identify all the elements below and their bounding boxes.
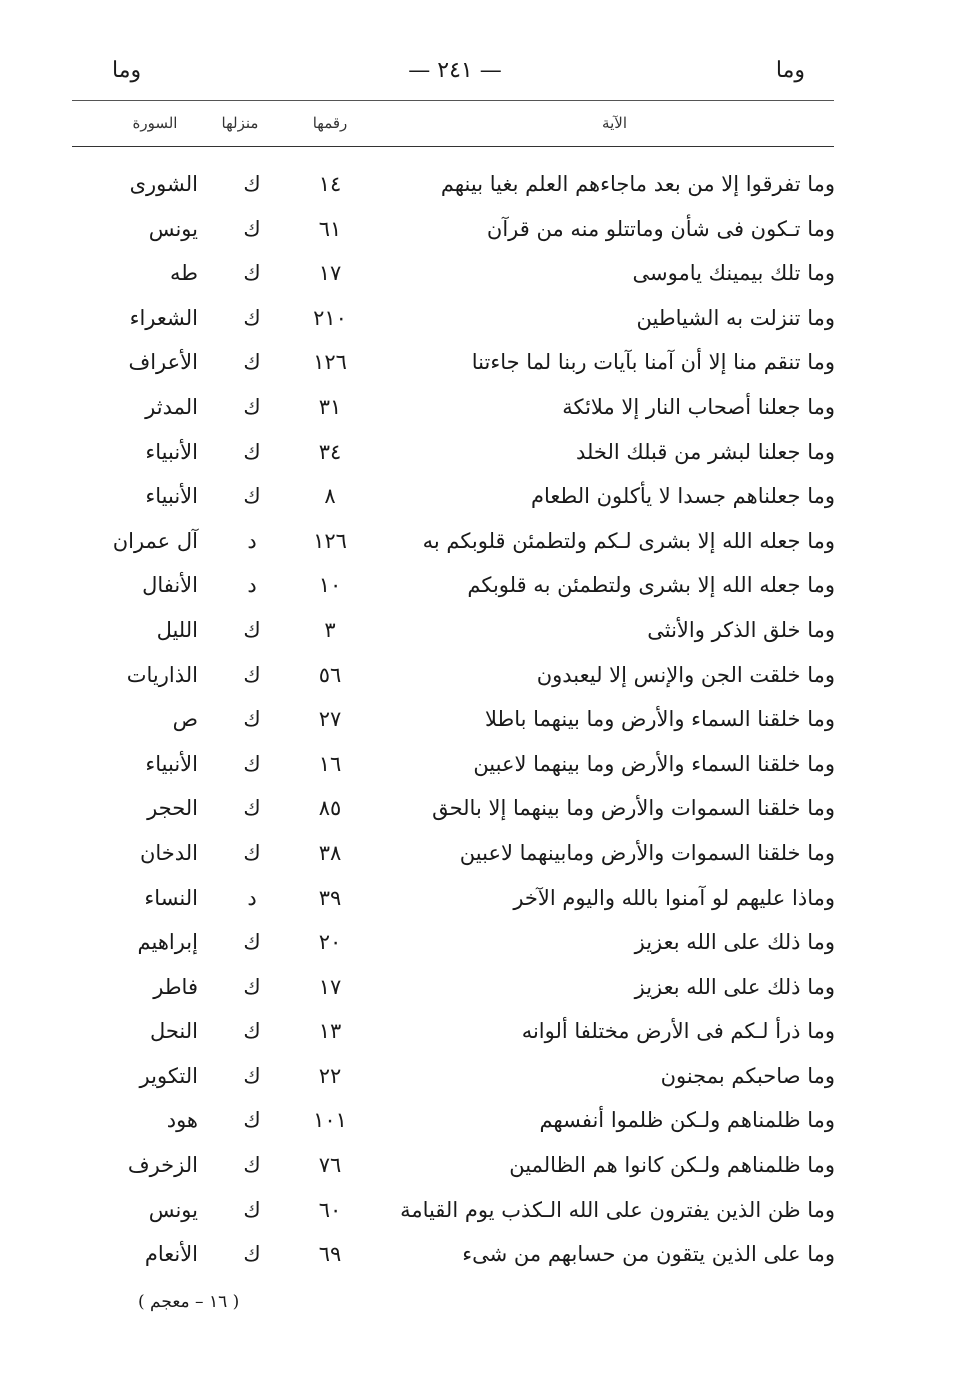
revelation-place: د bbox=[247, 573, 257, 598]
verse-number: ٨ bbox=[324, 484, 336, 509]
column-header-surah: السورة bbox=[132, 114, 178, 132]
revelation-place: ك bbox=[243, 1242, 261, 1267]
revelation-place: ك bbox=[243, 439, 261, 464]
verse-number: ٣ bbox=[324, 617, 336, 642]
surah-name: الأعراف bbox=[128, 350, 198, 375]
verse-number: ٣٩ bbox=[318, 885, 342, 910]
table-row bbox=[0, 567, 965, 612]
revelation-place: ك bbox=[243, 1063, 261, 1088]
surah-name: طه bbox=[170, 261, 198, 286]
revelation-place: ك bbox=[243, 394, 261, 419]
verse-text: وما ذلك على الله بعزيز bbox=[634, 974, 835, 999]
verse-text: وما جعلنا أصحاب النار إلا ملائكة bbox=[562, 394, 835, 419]
surah-name: آل عمران bbox=[112, 528, 198, 553]
verse-text: وما خلقنا السماء والأرض وما بينهما باطلا bbox=[484, 707, 835, 732]
verse-number: ١٠١ bbox=[313, 1108, 347, 1133]
revelation-place: ك bbox=[243, 974, 261, 999]
column-header-place: منزلها bbox=[221, 114, 259, 132]
verse-text: وما ظلمناهم ولـكن كانوا هم الظالمين bbox=[509, 1153, 835, 1178]
table-row bbox=[0, 255, 965, 300]
verse-number: ٢٧ bbox=[318, 707, 342, 732]
table-row bbox=[0, 1102, 965, 1147]
verse-text: وما تلك بيمينك ياموسى bbox=[632, 261, 835, 286]
surah-name: الشورى bbox=[129, 172, 198, 196]
revelation-place: ك bbox=[243, 1153, 261, 1178]
surah-name: ص bbox=[172, 707, 198, 732]
surah-name: الأنبياء bbox=[145, 484, 198, 509]
table-row bbox=[0, 1236, 965, 1281]
verse-number: ١٧ bbox=[318, 974, 342, 999]
table-row bbox=[0, 523, 965, 568]
verse-number: ٦٩ bbox=[318, 1242, 342, 1267]
verse-number: ١٤ bbox=[318, 172, 342, 196]
surah-name: يونس bbox=[148, 1197, 198, 1222]
verse-number: ٥٦ bbox=[318, 662, 342, 687]
verse-number: ٧٦ bbox=[318, 1153, 342, 1178]
table-row bbox=[0, 1058, 965, 1103]
table-row bbox=[0, 657, 965, 702]
revelation-place: ك bbox=[243, 840, 261, 865]
page-number: — ٢٤١ — bbox=[408, 58, 502, 83]
table-row bbox=[0, 790, 965, 835]
table-row bbox=[0, 880, 965, 925]
surah-name: الليل bbox=[156, 617, 198, 642]
surah-name: النحل bbox=[149, 1019, 198, 1044]
verse-number: ٢٢ bbox=[318, 1063, 342, 1088]
surah-name: الأنفال bbox=[142, 573, 198, 598]
table-row bbox=[0, 300, 965, 345]
revelation-place: ك bbox=[243, 1108, 261, 1133]
surah-name: الدخان bbox=[139, 840, 198, 865]
verse-number: ١٢٦ bbox=[313, 528, 347, 553]
verse-text: وما جعله الله إلا بشرى ولتطمئن به قلوبكم bbox=[467, 573, 835, 598]
verse-text: وما ظن الذين يفترون على الله الـكذب يوم القيامة bbox=[400, 1197, 835, 1222]
table-row bbox=[0, 434, 965, 479]
revelation-place: ك bbox=[243, 1019, 261, 1044]
table-row bbox=[0, 211, 965, 256]
revelation-place: ك bbox=[243, 305, 261, 330]
verse-text: وما خلقت الجن والإنس إلا ليعبدون bbox=[536, 662, 835, 687]
verse-number: ٦١ bbox=[318, 216, 342, 241]
table-row bbox=[0, 344, 965, 389]
verse-text: وما خلق الذكر والأنثى bbox=[647, 617, 835, 642]
revelation-place: ك bbox=[243, 1197, 261, 1222]
surah-name: النساء bbox=[144, 885, 198, 910]
surah-name: الذاريات bbox=[126, 662, 198, 687]
revelation-place: ك bbox=[243, 930, 261, 955]
verse-text: وما صاحبكم بمجنون bbox=[660, 1063, 835, 1088]
revelation-place: ك bbox=[243, 796, 261, 821]
verse-text: وما ذلك على الله بعزيز bbox=[634, 930, 835, 955]
table-row bbox=[0, 701, 965, 746]
verse-number: ١٢٦ bbox=[313, 350, 347, 375]
verse-text: وما جعله الله إلا بشرى لـكم ولتطمئن قلوبكم به bbox=[422, 528, 835, 553]
column-header-verse: الآية bbox=[602, 114, 627, 132]
surah-name: الأنبياء bbox=[145, 751, 198, 776]
verse-text: وماذا عليهم لو آمنوا بالله واليوم الآخر bbox=[513, 885, 835, 910]
header-rule bbox=[72, 100, 834, 101]
revelation-place: ك bbox=[243, 216, 261, 241]
surah-name: إبراهيم bbox=[137, 930, 198, 955]
table-row bbox=[0, 1147, 965, 1192]
table-row bbox=[0, 1013, 965, 1058]
table-row bbox=[0, 835, 965, 880]
verse-number: ٣١ bbox=[318, 394, 342, 419]
running-head-right: وما bbox=[775, 58, 805, 83]
verse-index-table bbox=[0, 166, 965, 1281]
verse-number: ٢٠ bbox=[318, 930, 342, 955]
verse-text: وما خلقنا السموات والأرض ومابينهما لاعبين bbox=[459, 840, 835, 865]
surah-name: هود bbox=[166, 1108, 198, 1133]
revelation-place: ك bbox=[243, 662, 261, 687]
verse-text: وما خلقنا السماء والأرض وما بينهما لاعبين bbox=[473, 751, 835, 776]
revelation-place: ك bbox=[243, 172, 261, 196]
revelation-place: ك bbox=[243, 707, 261, 732]
surah-name: الزخرف bbox=[127, 1153, 198, 1178]
verse-text: وما جعلنا لبشر من قبلك الخلد bbox=[575, 439, 835, 464]
verse-text: وما تـكون فى شأن وماتتلو منه من قرآن bbox=[486, 216, 835, 241]
table-row bbox=[0, 1192, 965, 1237]
table-row bbox=[0, 746, 965, 791]
verse-number: ٦٠ bbox=[318, 1197, 342, 1222]
revelation-place: ك bbox=[243, 751, 261, 776]
column-header-number: رقمها bbox=[312, 114, 348, 132]
verse-text: وما جعلناهم جسدا لا يأكلون الطعام bbox=[530, 484, 835, 509]
verse-number: ٣٤ bbox=[318, 439, 342, 464]
running-head-left: وما bbox=[112, 58, 142, 83]
surah-name: التكوير bbox=[139, 1063, 198, 1088]
revelation-place: ك bbox=[243, 350, 261, 375]
surah-name: الحجر bbox=[147, 796, 198, 821]
surah-name: المدثر bbox=[145, 394, 198, 419]
verse-text: وما تنزلت به الشياطين bbox=[636, 305, 835, 330]
surah-name: فاطر bbox=[153, 974, 198, 999]
verse-number: ٣٨ bbox=[318, 840, 342, 865]
verse-text: وما ذرأ لـكم فى الأرض مختلفا ألوانه bbox=[521, 1019, 835, 1044]
verse-text: وما على الذين يتقون من حسابهم من شىء bbox=[462, 1242, 835, 1267]
table-row bbox=[0, 612, 965, 657]
revelation-place: د bbox=[247, 885, 257, 910]
surah-name: الأنبياء bbox=[145, 439, 198, 464]
revelation-place: ك bbox=[243, 261, 261, 286]
verse-text: وما تنقم منا إلا أن آمنا بآيات ربنا لما جاءتنا bbox=[471, 350, 835, 375]
revelation-place: ك bbox=[243, 617, 261, 642]
verse-text: وما ظلمناهم ولـكن ظلموا أنفسهم bbox=[539, 1108, 835, 1133]
table-row bbox=[0, 389, 965, 434]
verse-text: وما تفرقوا إلا من بعد ماجاءهم العلم بغيا بينهم bbox=[440, 172, 835, 196]
revelation-place: د bbox=[247, 528, 257, 553]
table-row bbox=[0, 969, 965, 1014]
table-row bbox=[0, 478, 965, 523]
revelation-place: ك bbox=[243, 484, 261, 509]
table-row bbox=[0, 924, 965, 969]
table-row bbox=[0, 166, 965, 211]
verse-number: ٨٥ bbox=[318, 796, 342, 821]
verse-number: ٢١٠ bbox=[313, 305, 347, 330]
verse-number: ١٦ bbox=[318, 751, 342, 776]
verse-number: ١٠ bbox=[318, 573, 342, 598]
surah-name: الأنعام bbox=[144, 1242, 198, 1267]
verse-number: ١٣ bbox=[318, 1019, 342, 1044]
printer-signature: ( ١٦ – معجم ) bbox=[138, 1292, 240, 1312]
verse-number: ١٧ bbox=[318, 261, 342, 286]
surah-name: يونس bbox=[148, 216, 198, 241]
column-header-rule bbox=[72, 146, 834, 147]
surah-name: الشعراء bbox=[129, 305, 198, 330]
verse-text: وما خلقنا السموات والأرض وما بينهما إلا بالحق bbox=[432, 796, 835, 821]
